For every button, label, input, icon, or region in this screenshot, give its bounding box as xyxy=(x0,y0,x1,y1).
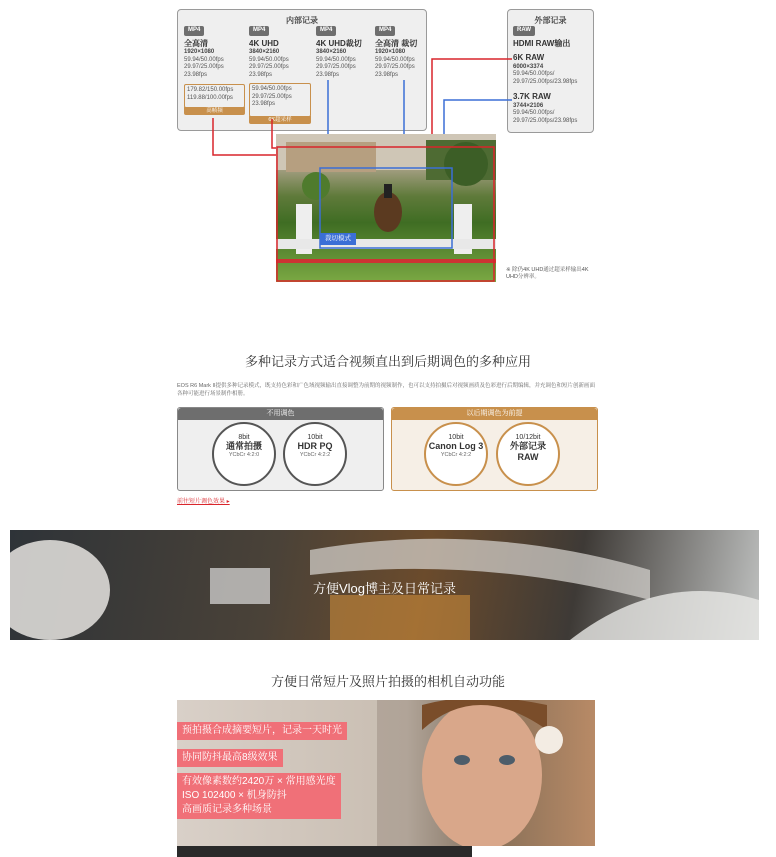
format-name: 4K UHD裁切 xyxy=(316,38,362,48)
footnote: ※ 除仍4K UHD通过超采样输出4K UHD分辨率。 xyxy=(506,267,589,280)
mp4-tag: MP4 xyxy=(249,26,269,36)
fps-line: 59.94/50.00fps xyxy=(252,86,292,92)
fps-line: 59.94/50.00fps xyxy=(249,56,289,63)
scene-illustration xyxy=(276,134,496,282)
internal-recording-title: 内部记录 xyxy=(286,16,318,25)
format-name: 全高清 xyxy=(184,38,208,48)
fps-line: 59.94/50.00fps/ xyxy=(513,110,555,116)
no-grading-header: 不用调色 xyxy=(178,408,383,420)
mode-bit: 8bit xyxy=(238,434,250,441)
format-name: 6K RAW xyxy=(513,53,545,62)
banner-title: 方便Vlog博主及日常记录 xyxy=(312,581,457,596)
mode-canon-log3 xyxy=(424,422,488,486)
oversampling-label: 6K超采样 xyxy=(249,116,311,124)
format-name: 4K UHD xyxy=(249,38,279,48)
mode-bit: 10bit xyxy=(307,434,323,441)
fps-line: 29.97/25.00fps xyxy=(249,64,289,70)
mode-external-raw xyxy=(496,422,560,486)
fps-line: 29.97/25.00fps xyxy=(184,64,224,70)
mode-normal xyxy=(212,422,276,486)
mode-name: 通常拍摄 xyxy=(225,441,262,451)
fps-line: 59.94/50.00fps xyxy=(375,56,415,63)
external-recording-title: 外部记录 xyxy=(534,16,567,25)
fps-line: 179.82/150.00fps xyxy=(187,87,234,93)
bottom-strip xyxy=(177,846,472,857)
fps-line: 29.97/25.00fps xyxy=(252,93,292,100)
mode-sub: YCbCr 4:2:0 xyxy=(228,452,260,458)
mp4-tag: MP4 xyxy=(316,26,336,36)
mode-sub: YCbCr 4:2:2 xyxy=(299,452,331,458)
hdmi-raw-output: HDMI RAW输出 xyxy=(513,38,571,48)
fps-line: 29.97/25.00fps/23.98fps xyxy=(513,117,578,124)
fps-line: 59.94/50.00fps xyxy=(316,56,356,63)
fps-line: 23.98fps xyxy=(252,101,276,107)
color-grading-link[interactable]: 前往短片调色效果 ▸ xyxy=(177,499,230,505)
fps-line: 119.88/100.00fps xyxy=(187,94,233,101)
format-resolution: 1920×1080 xyxy=(375,49,406,55)
section-intro-text: EOS R6 Mark II提供多种记录模式，既支持色彩和广色域视频输出直接调整为前期的视频制作，也可以支持拍摄后对视频画质及色彩进行后期编辑，并充调色和短片创新画面各种可能进行场景制作相册。 xyxy=(177,383,596,397)
mode-name: 外部记录 RAW xyxy=(509,441,546,462)
post-grading-header: 以后期调色为前提 xyxy=(392,408,597,420)
feature-stabilization: 协同防抖最高8级效果 xyxy=(177,749,283,767)
mode-name: Canon Log 3 xyxy=(428,441,484,451)
fps-line: 29.97/25.00fps/23.98fps xyxy=(513,78,578,85)
no-grading-panel xyxy=(177,407,384,491)
fps-line: 23.98fps xyxy=(375,71,399,78)
section-heading-auto-features: 方便日常短片及照片拍摄的相机自动功能 xyxy=(270,674,505,689)
format-name: 3.7K RAW xyxy=(513,92,551,101)
format-name: 全高清 裁切 xyxy=(375,38,418,48)
crop-mode-label: 裁切模式 xyxy=(325,235,351,242)
raw-tag: RAW xyxy=(513,26,535,36)
post-grading-panel xyxy=(391,407,598,491)
fps-line: 23.98fps xyxy=(184,71,208,78)
mode-sub: YCbCr 4:2:2 xyxy=(440,452,472,458)
format-resolution: 3840×2160 xyxy=(249,49,280,55)
mp4-tag: MP4 xyxy=(184,26,204,36)
format-resolution: 3840×2160 xyxy=(316,49,347,55)
fps-line: 23.98fps xyxy=(316,71,340,78)
format-resolution: 3744×2106 xyxy=(513,102,544,109)
feature-image-quality: 有效像素数约2420万 × 常用感光度 ISO 102400 × 机身防抖 高画质记录多种场景 xyxy=(177,773,341,819)
mode-hdr-pq xyxy=(283,422,347,486)
equestrian-scene-image xyxy=(276,134,496,282)
mode-name: HDR PQ xyxy=(297,441,333,451)
fps-line: 59.94/50.00fps/ xyxy=(513,71,555,77)
mode-bit: 10bit xyxy=(448,434,464,441)
fps-line: 23.98fps xyxy=(249,71,273,78)
format-resolution: 6000×3374 xyxy=(513,63,544,70)
fps-line: 59.94/50.00fps xyxy=(184,56,224,63)
mp4-tag: MP4 xyxy=(375,26,395,36)
format-resolution: 1920×1080 xyxy=(184,49,215,55)
fps-line: 29.97/25.00fps xyxy=(375,64,415,70)
vlog-banner xyxy=(10,530,759,640)
high-frame-rate-label: 高帧频 xyxy=(184,107,245,115)
feature-pre-shooting: 预拍摄合成摘要短片，记录一天时光 xyxy=(177,722,347,740)
mode-bit: 10/12bit xyxy=(515,434,541,441)
section-heading-recording-modes: 多种记录方式适合视频直出到后期调色的多种应用 xyxy=(244,354,531,369)
fps-line: 29.97/25.00fps xyxy=(316,64,356,70)
red-connector-1 xyxy=(213,118,278,155)
